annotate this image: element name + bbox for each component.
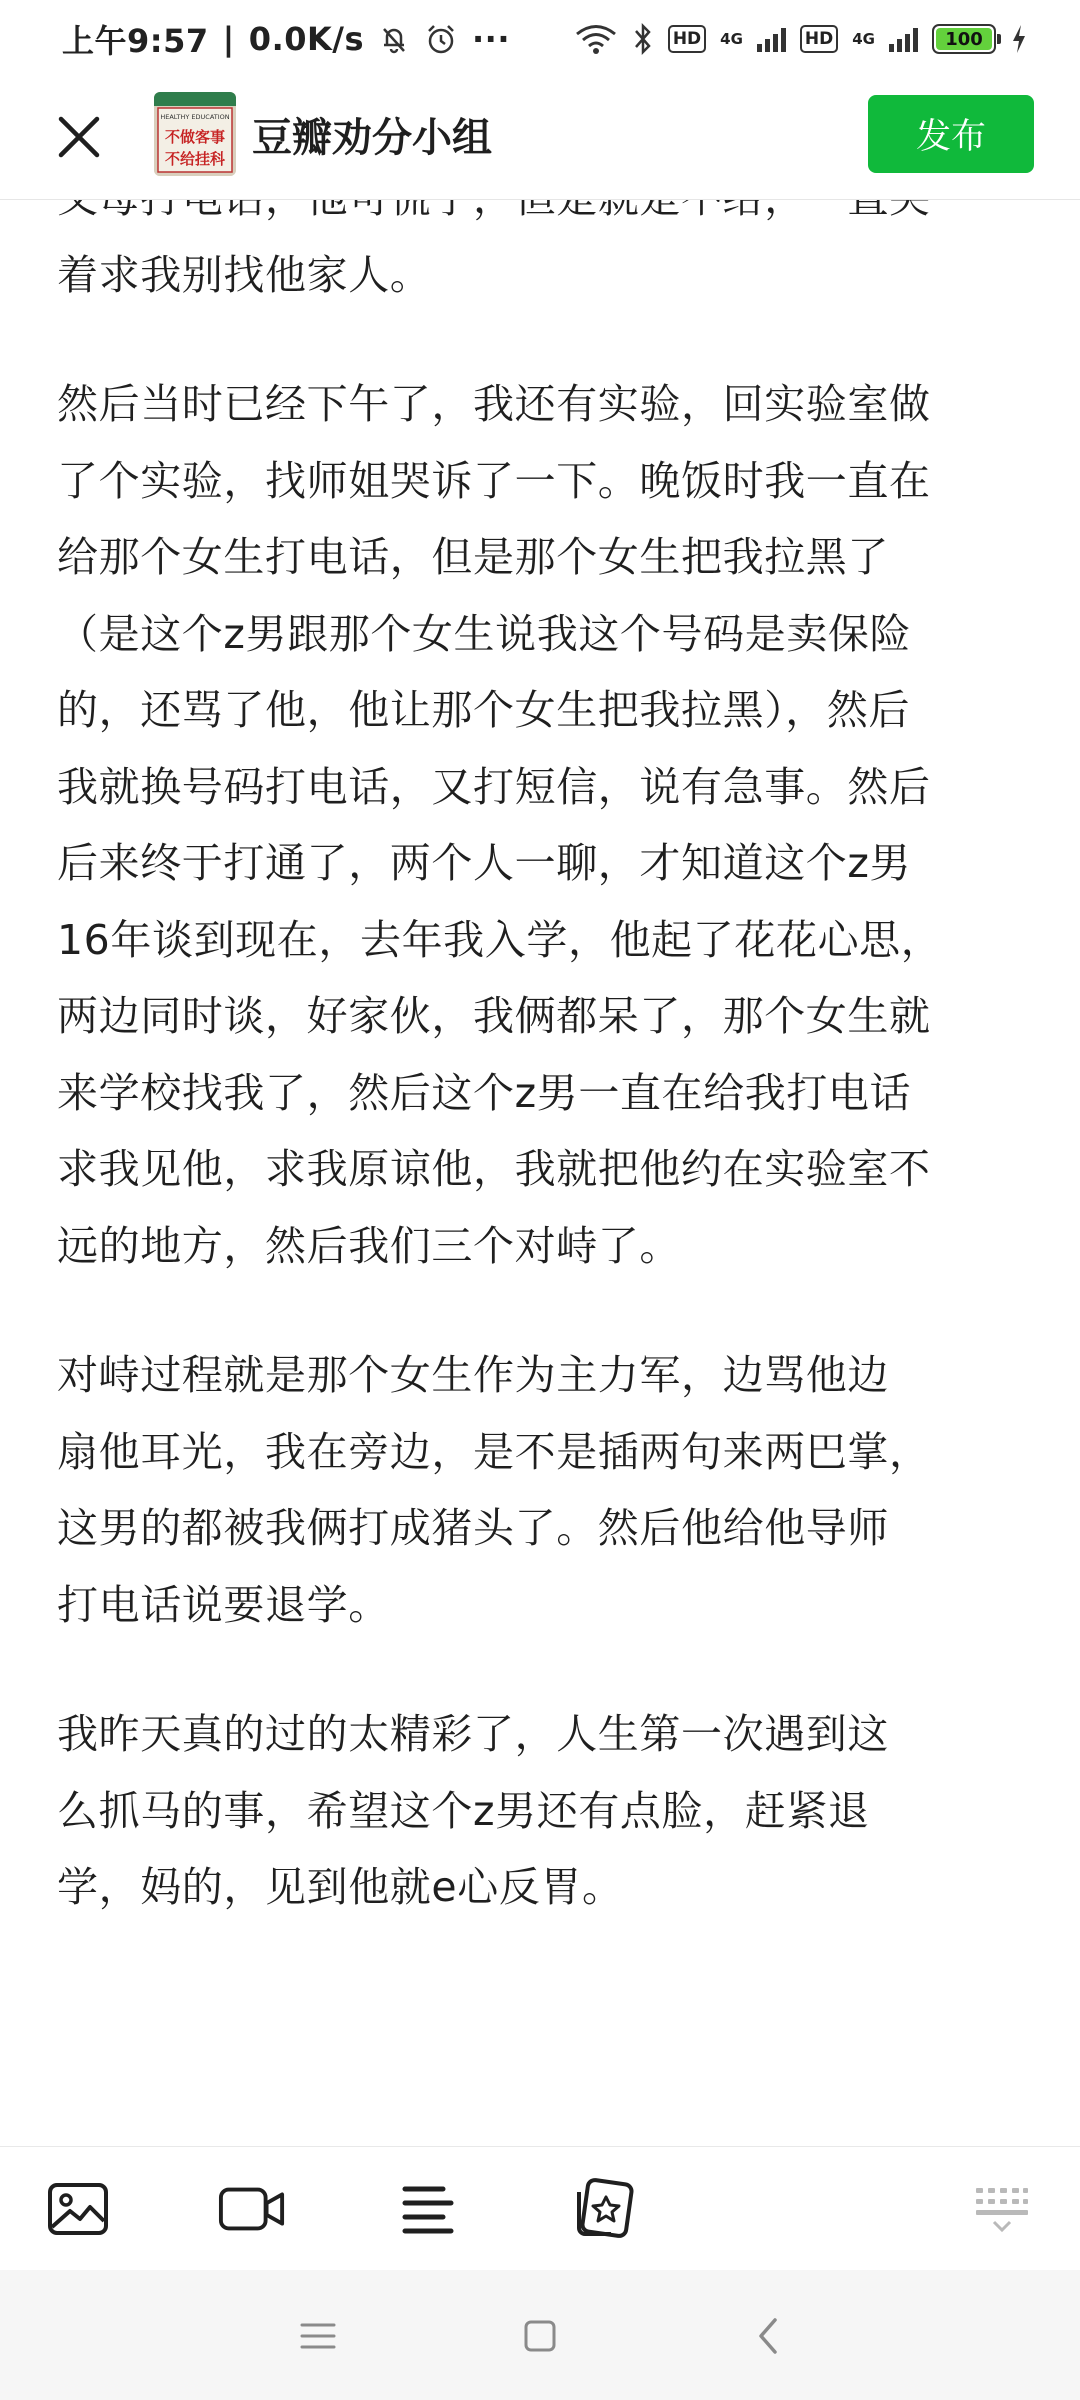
post-body[interactable] (57, 160, 1022, 1979)
avatar-line-2: 不给挂科 (164, 150, 226, 168)
network-type-label: 4G (720, 30, 743, 48)
text-format-button[interactable] (394, 2175, 462, 2243)
sticker-icon (571, 2178, 637, 2240)
network-type-label-2: 4G (852, 30, 875, 48)
group-avatar-image (154, 92, 236, 176)
network-type-2 (852, 32, 875, 46)
close-icon (55, 113, 103, 161)
avatar-line-1: 不做客事 (164, 128, 226, 146)
recent-apps-button[interactable] (290, 2308, 346, 2364)
status-right (574, 22, 1028, 56)
more-notifications-icon: ··· (472, 20, 510, 58)
home-button[interactable] (512, 2308, 568, 2364)
top-app-bar (0, 78, 1080, 200)
mute-bell-icon (378, 23, 410, 55)
home-icon (522, 2318, 558, 2354)
network-type (720, 32, 743, 46)
group-name[interactable]: 豆瓣劝分小组 (252, 115, 492, 161)
network-speed: 0.0K/s (248, 20, 365, 58)
editor-toolbar (0, 2146, 1080, 2270)
battery-level: 100 (936, 28, 992, 50)
group-avatar[interactable] (154, 92, 236, 176)
back-button[interactable] (740, 2308, 796, 2364)
wifi-icon (574, 23, 618, 55)
paragraph-4: 我昨天真的过的太精彩了，人生第一次遇到这 么抓马的事，希望这个z男还有点脸，赶紧退 学，妈的，见到他就e心反胃。 (57, 1710, 889, 1911)
bluetooth-icon (632, 22, 654, 56)
menu-icon (300, 2321, 336, 2351)
close-button[interactable] (48, 106, 110, 168)
hd-badge-2: HD (800, 25, 838, 53)
paragraph-3: 对峙过程就是那个女生作为主力军，边骂他边 扇他耳光，我在旁边，是不是插两句来两巴掌， 这男的都被我俩打成猪头了。然后他给他导师 打电话说要退学。 (57, 1351, 931, 1629)
insert-video-button[interactable] (218, 2175, 286, 2243)
system-nav-bar (0, 2270, 1080, 2400)
avatar-caption: HEALTHY EDUCATION (160, 113, 230, 121)
paragraph-2: 然后当时已经下午了，我还有实验，回实验室做 了个实验，找师姐哭诉了一下。晚饭时我一直在 给那个女生打电话，但是那个女生把我拉黑了 （是这个z男跟那个女生说我这个号码是卖保险 的，还骂了他，他让那个女生把我拉黑），然后 我就换号码打电话，又打短信，说有急事。然后 后来终于打通了，两个人一聊，才知道这个z男 16年谈到现在，去年我入学，他起了花花心思， 两边同时谈，好家伙，我俩都呆了，那个女生就 来学校找我了，然后这个z男一直在给我打电话 求我见他，求我原谅他，我就把他约在实验室不 远的地方，然后我们三个对峙了。 (57, 380, 943, 1270)
image-icon (47, 2181, 109, 2237)
back-icon (753, 2316, 783, 2356)
hd-badge: HD (668, 25, 706, 53)
publish-button[interactable]: 发布 (868, 95, 1034, 173)
battery-icon (932, 24, 996, 54)
status-time: 上午9:57 (62, 22, 209, 60)
paragraph-1: 着求我别找他家人。 (57, 250, 432, 299)
keyboard-toggle-button[interactable] (968, 2175, 1036, 2243)
insert-image-button[interactable] (44, 2175, 112, 2243)
signal-icon-2 (889, 26, 918, 52)
status-separator: | (222, 20, 235, 58)
insert-sticker-button[interactable] (570, 2175, 638, 2243)
video-icon (218, 2184, 286, 2234)
status-bar (0, 0, 1080, 78)
status-left (62, 16, 510, 62)
alarm-icon (424, 22, 458, 56)
text-format-icon (399, 2181, 457, 2237)
charging-icon (1010, 23, 1028, 55)
signal-icon (757, 26, 786, 52)
keyboard-icon (974, 2184, 1030, 2234)
